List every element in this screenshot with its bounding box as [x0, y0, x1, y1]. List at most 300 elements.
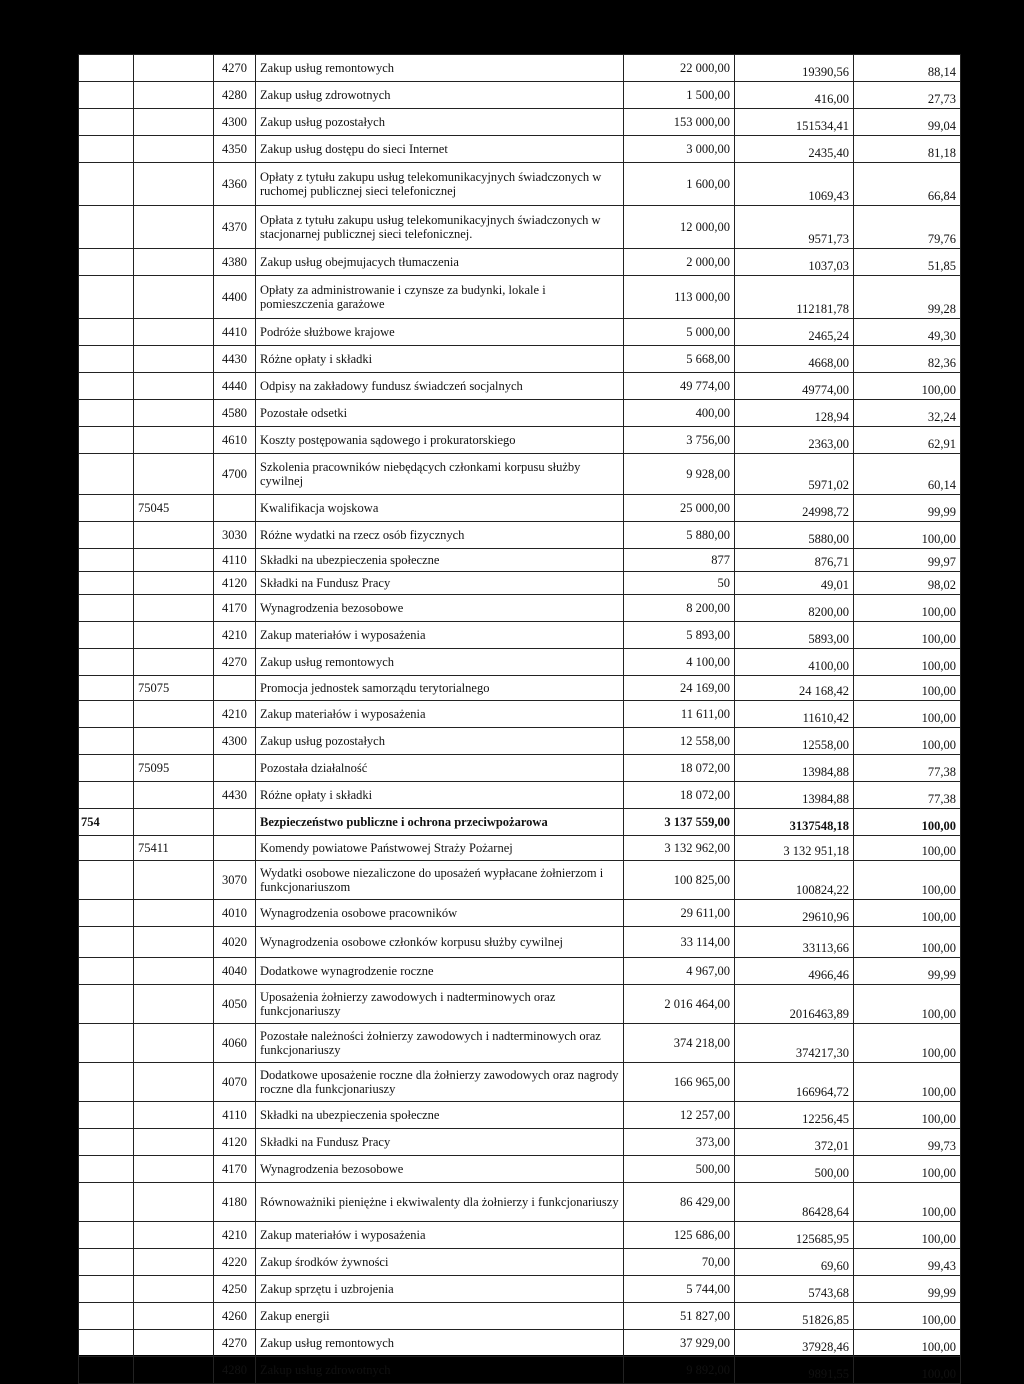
- table-row: [79, 572, 961, 595]
- name-cell: Zakup usług pozostałych: [256, 109, 624, 136]
- rozdzial-cell: [134, 1276, 214, 1303]
- rozdzial-cell: [134, 927, 214, 958]
- percent-cell: 51,85: [854, 249, 961, 276]
- wykonanie-cell: 4100,00: [735, 649, 854, 676]
- paragraf-cell: 4410: [214, 319, 256, 346]
- paragraf-cell: 4270: [214, 55, 256, 82]
- rozdzial-cell: [134, 1129, 214, 1156]
- name-cell: Zakup usług remontowych: [256, 1330, 624, 1357]
- wykonanie-cell: 29610,96: [735, 900, 854, 927]
- table-row: [79, 649, 961, 676]
- name-cell: Różne wydatki na rzecz osób fizycznych: [256, 522, 624, 549]
- paragraf-cell: 4170: [214, 1156, 256, 1183]
- name-cell: Zakup materiałów i wyposażenia: [256, 1222, 624, 1249]
- table-row: [79, 1357, 961, 1384]
- percent-cell: 27,73: [854, 82, 961, 109]
- percent-cell: 100,00: [854, 701, 961, 728]
- rozdzial-cell: [134, 346, 214, 373]
- paragraf-cell: 4070: [214, 1063, 256, 1102]
- paragraf-cell: 4300: [214, 109, 256, 136]
- name-cell: Różne opłaty i składki: [256, 346, 624, 373]
- rozdzial-cell: [134, 1249, 214, 1276]
- paragraf-cell: 4280: [214, 1357, 256, 1384]
- rozdzial-cell: [134, 454, 214, 495]
- paragraf-cell: 4170: [214, 595, 256, 622]
- plan-cell: 2 016 464,00: [624, 985, 735, 1024]
- rozdzial-cell: [134, 782, 214, 809]
- percent-cell: 100,00: [854, 1303, 961, 1330]
- paragraf-cell: 4040: [214, 958, 256, 985]
- table-row: [79, 1063, 961, 1102]
- dzial-cell: [79, 676, 134, 701]
- plan-cell: 9 928,00: [624, 454, 735, 495]
- plan-cell: 12 257,00: [624, 1102, 735, 1129]
- wykonanie-cell: 49,01: [735, 572, 854, 595]
- paragraf-cell: [214, 836, 256, 861]
- wykonanie-cell: 9571,73: [735, 206, 854, 249]
- plan-cell: 18 072,00: [624, 782, 735, 809]
- percent-cell: 100,00: [854, 985, 961, 1024]
- name-cell: Zakup usług obejmujacych tłumaczenia: [256, 249, 624, 276]
- plan-cell: 11 611,00: [624, 701, 735, 728]
- plan-cell: 125 686,00: [624, 1222, 735, 1249]
- name-cell: Opłaty za administrowanie i czynsze za budynki, lokale i pomieszczenia garażowe: [256, 276, 624, 319]
- wykonanie-cell: 372,01: [735, 1129, 854, 1156]
- dzial-cell: [79, 495, 134, 522]
- rozdzial-cell: [134, 109, 214, 136]
- plan-cell: 3 000,00: [624, 136, 735, 163]
- name-cell: Zakup materiałów i wyposażenia: [256, 701, 624, 728]
- rozdzial-cell: 75045: [134, 495, 214, 522]
- dzial-cell: [79, 782, 134, 809]
- paragraf-cell: 4430: [214, 346, 256, 373]
- dzial-cell: [79, 572, 134, 595]
- plan-cell: 5 000,00: [624, 319, 735, 346]
- wykonanie-cell: 5743,68: [735, 1276, 854, 1303]
- name-cell: Komendy powiatowe Państwowej Straży Pożarnej: [256, 836, 624, 861]
- plan-cell: 49 774,00: [624, 373, 735, 400]
- table-row: [79, 276, 961, 319]
- wykonanie-cell: 3137548,18: [735, 809, 854, 836]
- table-row: [79, 400, 961, 427]
- dzial-cell: [79, 1303, 134, 1330]
- rozdzial-cell: [134, 1330, 214, 1357]
- rozdzial-cell: [134, 809, 214, 836]
- percent-cell: 99,99: [854, 1276, 961, 1303]
- plan-cell: 70,00: [624, 1249, 735, 1276]
- percent-cell: 60,14: [854, 454, 961, 495]
- plan-cell: 153 000,00: [624, 109, 735, 136]
- rozdzial-cell: [134, 400, 214, 427]
- name-cell: Uposażenia żołnierzy zawodowych i nadterminowych oraz funkcjonariuszy: [256, 985, 624, 1024]
- rozdzial-cell: [134, 549, 214, 572]
- dzial-cell: [79, 900, 134, 927]
- percent-cell: 99,04: [854, 109, 961, 136]
- rozdzial-cell: [134, 649, 214, 676]
- plan-cell: 12 558,00: [624, 728, 735, 755]
- name-cell: Zakup usług remontowych: [256, 649, 624, 676]
- table-row: [79, 1222, 961, 1249]
- percent-cell: 99,43: [854, 1249, 961, 1276]
- paragraf-cell: 4280: [214, 82, 256, 109]
- table-row: [79, 782, 961, 809]
- paragraf-cell: 4270: [214, 1330, 256, 1357]
- percent-cell: 99,28: [854, 276, 961, 319]
- dzial-cell: [79, 622, 134, 649]
- dzial-cell: [79, 1102, 134, 1129]
- wykonanie-cell: 1069,43: [735, 163, 854, 206]
- percent-cell: 100,00: [854, 1357, 961, 1384]
- plan-cell: 5 668,00: [624, 346, 735, 373]
- paragraf-cell: 4180: [214, 1183, 256, 1222]
- rozdzial-cell: 75095: [134, 755, 214, 782]
- dzial-cell: [79, 427, 134, 454]
- dzial-cell: [79, 927, 134, 958]
- plan-cell: 25 000,00: [624, 495, 735, 522]
- percent-cell: 100,00: [854, 927, 961, 958]
- percent-cell: 100,00: [854, 622, 961, 649]
- table-row: [79, 1330, 961, 1357]
- percent-cell: 100,00: [854, 1183, 961, 1222]
- name-cell: Składki na ubezpieczenia społeczne: [256, 1102, 624, 1129]
- table-row: [79, 319, 961, 346]
- table-row: [79, 1183, 961, 1222]
- plan-cell: 374 218,00: [624, 1024, 735, 1063]
- percent-cell: 98,02: [854, 572, 961, 595]
- plan-cell: 5 893,00: [624, 622, 735, 649]
- wykonanie-cell: 2465,24: [735, 319, 854, 346]
- rozdzial-cell: [134, 276, 214, 319]
- dzial-cell: [79, 755, 134, 782]
- name-cell: Zakup usług pozostałych: [256, 728, 624, 755]
- plan-cell: 86 429,00: [624, 1183, 735, 1222]
- wykonanie-cell: 2016463,89: [735, 985, 854, 1024]
- rozdzial-cell: [134, 1222, 214, 1249]
- percent-cell: 100,00: [854, 595, 961, 622]
- wykonanie-cell: 12256,45: [735, 1102, 854, 1129]
- plan-cell: 29 611,00: [624, 900, 735, 927]
- rozdzial-cell: [134, 55, 214, 82]
- dzial-cell: [79, 206, 134, 249]
- name-cell: Zakup energii: [256, 1303, 624, 1330]
- plan-cell: 50: [624, 572, 735, 595]
- percent-cell: 100,00: [854, 1102, 961, 1129]
- paragraf-cell: 4020: [214, 927, 256, 958]
- rozdzial-cell: [134, 373, 214, 400]
- name-cell: Opłaty z tytułu zakupu usług telekomunikacyjnych świadczonych w ruchomej publicznej sieci telefonicznej: [256, 163, 624, 206]
- percent-cell: 100,00: [854, 809, 961, 836]
- percent-cell: 62,91: [854, 427, 961, 454]
- plan-cell: 877: [624, 549, 735, 572]
- paragraf-cell: 4210: [214, 701, 256, 728]
- table-row: [79, 1249, 961, 1276]
- percent-cell: 99,99: [854, 958, 961, 985]
- table-row: [79, 755, 961, 782]
- rozdzial-cell: [134, 82, 214, 109]
- plan-cell: 22 000,00: [624, 55, 735, 82]
- dzial-cell: [79, 109, 134, 136]
- dzial-cell: [79, 373, 134, 400]
- rozdzial-cell: [134, 249, 214, 276]
- name-cell: Dodatkowe wynagrodzenie roczne: [256, 958, 624, 985]
- dzial-cell: [79, 861, 134, 900]
- wykonanie-cell: 112181,78: [735, 276, 854, 319]
- wykonanie-cell: 49774,00: [735, 373, 854, 400]
- table-row: [79, 1129, 961, 1156]
- percent-cell: 82,36: [854, 346, 961, 373]
- percent-cell: 88,14: [854, 55, 961, 82]
- plan-cell: 500,00: [624, 1156, 735, 1183]
- name-cell: Pozostałe należności żołnierzy zawodowych i nadterminowych oraz funkcjonariuszy: [256, 1024, 624, 1063]
- name-cell: Wydatki osobowe niezaliczone do uposażeń wypłacane żołnierzom i funkcjonariuszom: [256, 861, 624, 900]
- paragraf-cell: 3030: [214, 522, 256, 549]
- table-row: [79, 522, 961, 549]
- paragraf-cell: 4210: [214, 622, 256, 649]
- wykonanie-cell: 416,00: [735, 82, 854, 109]
- plan-cell: 18 072,00: [624, 755, 735, 782]
- table-row: [79, 927, 961, 958]
- table-row: [79, 676, 961, 701]
- paragraf-cell: 4360: [214, 163, 256, 206]
- dzial-cell: [79, 55, 134, 82]
- plan-cell: 9 892,00: [624, 1357, 735, 1384]
- name-cell: Promocja jednostek samorządu terytorialnego: [256, 676, 624, 701]
- dzial-cell: 754: [79, 809, 134, 836]
- paragraf-cell: 4260: [214, 1303, 256, 1330]
- wykonanie-cell: 13984,88: [735, 782, 854, 809]
- table-row: [79, 836, 961, 861]
- dzial-cell: [79, 1183, 134, 1222]
- percent-cell: 32,24: [854, 400, 961, 427]
- name-cell: Kwalifikacja wojskowa: [256, 495, 624, 522]
- paragraf-cell: 4250: [214, 1276, 256, 1303]
- percent-cell: 77,38: [854, 782, 961, 809]
- table-row: [79, 549, 961, 572]
- rozdzial-cell: [134, 1357, 214, 1384]
- paragraf-cell: 4700: [214, 454, 256, 495]
- plan-cell: 51 827,00: [624, 1303, 735, 1330]
- plan-cell: 100 825,00: [624, 861, 735, 900]
- table-row: [79, 136, 961, 163]
- wykonanie-cell: 4966,46: [735, 958, 854, 985]
- dzial-cell: [79, 1063, 134, 1102]
- paragraf-cell: 4300: [214, 728, 256, 755]
- name-cell: Pozostałe odsetki: [256, 400, 624, 427]
- plan-cell: 3 756,00: [624, 427, 735, 454]
- table-row: [79, 1024, 961, 1063]
- wykonanie-cell: 876,71: [735, 549, 854, 572]
- wykonanie-cell: 13984,88: [735, 755, 854, 782]
- plan-cell: 12 000,00: [624, 206, 735, 249]
- table-row: [79, 809, 961, 836]
- dzial-cell: [79, 1276, 134, 1303]
- wykonanie-cell: 86428,64: [735, 1183, 854, 1222]
- plan-cell: 4 967,00: [624, 958, 735, 985]
- plan-cell: 8 200,00: [624, 595, 735, 622]
- rozdzial-cell: [134, 1024, 214, 1063]
- percent-cell: 100,00: [854, 676, 961, 701]
- percent-cell: 100,00: [854, 1024, 961, 1063]
- rozdzial-cell: [134, 958, 214, 985]
- name-cell: Wynagrodzenia osobowe pracowników: [256, 900, 624, 927]
- dzial-cell: [79, 1357, 134, 1384]
- percent-cell: 100,00: [854, 728, 961, 755]
- plan-cell: 5 880,00: [624, 522, 735, 549]
- wykonanie-cell: 5880,00: [735, 522, 854, 549]
- dzial-cell: [79, 249, 134, 276]
- rozdzial-cell: [134, 1063, 214, 1102]
- dzial-cell: [79, 136, 134, 163]
- rozdzial-cell: [134, 1183, 214, 1222]
- wykonanie-cell: 5893,00: [735, 622, 854, 649]
- paragraf-cell: 4610: [214, 427, 256, 454]
- dzial-cell: [79, 346, 134, 373]
- rozdzial-cell: [134, 572, 214, 595]
- wykonanie-cell: 128,94: [735, 400, 854, 427]
- dzial-cell: [79, 958, 134, 985]
- plan-cell: 2 000,00: [624, 249, 735, 276]
- paragraf-cell: 4110: [214, 1102, 256, 1129]
- name-cell: Różne opłaty i składki: [256, 782, 624, 809]
- table-row: [79, 595, 961, 622]
- table-body: [79, 55, 961, 1384]
- name-cell: Dodatkowe uposażenie roczne dla żołnierzy zawodowych oraz nagrody roczne dla funkcjonariuszy: [256, 1063, 624, 1102]
- rozdzial-cell: [134, 701, 214, 728]
- dzial-cell: [79, 82, 134, 109]
- paragraf-cell: [214, 755, 256, 782]
- paragraf-cell: 4050: [214, 985, 256, 1024]
- paragraf-cell: [214, 495, 256, 522]
- name-cell: Wynagrodzenia bezosobowe: [256, 595, 624, 622]
- rozdzial-cell: [134, 319, 214, 346]
- table-row: [79, 109, 961, 136]
- name-cell: Zakup środków żywności: [256, 1249, 624, 1276]
- paragraf-cell: 4120: [214, 1129, 256, 1156]
- percent-cell: 100,00: [854, 373, 961, 400]
- wykonanie-cell: 5971,02: [735, 454, 854, 495]
- name-cell: Zakup materiałów i wyposażenia: [256, 622, 624, 649]
- table-row: [79, 249, 961, 276]
- table-row: [79, 861, 961, 900]
- dzial-cell: [79, 1249, 134, 1276]
- wykonanie-cell: 2363,00: [735, 427, 854, 454]
- wykonanie-cell: 24998,72: [735, 495, 854, 522]
- document-page: [78, 54, 960, 1381]
- wykonanie-cell: 100824,22: [735, 861, 854, 900]
- table-row: [79, 985, 961, 1024]
- paragraf-cell: 4010: [214, 900, 256, 927]
- plan-cell: 33 114,00: [624, 927, 735, 958]
- wykonanie-cell: 500,00: [735, 1156, 854, 1183]
- wykonanie-cell: 166964,72: [735, 1063, 854, 1102]
- wykonanie-cell: 125685,95: [735, 1222, 854, 1249]
- percent-cell: 100,00: [854, 861, 961, 900]
- plan-cell: 166 965,00: [624, 1063, 735, 1102]
- paragraf-cell: 4430: [214, 782, 256, 809]
- percent-cell: 79,76: [854, 206, 961, 249]
- name-cell: Zakup usług dostępu do sieci Internet: [256, 136, 624, 163]
- plan-cell: 1 600,00: [624, 163, 735, 206]
- wykonanie-cell: 2435,40: [735, 136, 854, 163]
- paragraf-cell: 4060: [214, 1024, 256, 1063]
- table-row: [79, 55, 961, 82]
- plan-cell: 5 744,00: [624, 1276, 735, 1303]
- table-row: [79, 958, 961, 985]
- paragraf-cell: 4110: [214, 549, 256, 572]
- paragraf-cell: 4270: [214, 649, 256, 676]
- rozdzial-cell: [134, 728, 214, 755]
- name-cell: Zakup usług zdrowotnych: [256, 1357, 624, 1384]
- table-row: [79, 454, 961, 495]
- paragraf-cell: 4380: [214, 249, 256, 276]
- percent-cell: 49,30: [854, 319, 961, 346]
- name-cell: Składki na ubezpieczenia społeczne: [256, 549, 624, 572]
- rozdzial-cell: [134, 622, 214, 649]
- table-row: [79, 1276, 961, 1303]
- rozdzial-cell: [134, 206, 214, 249]
- plan-cell: 3 137 559,00: [624, 809, 735, 836]
- dzial-cell: [79, 701, 134, 728]
- dzial-cell: [79, 1024, 134, 1063]
- paragraf-cell: 4440: [214, 373, 256, 400]
- wykonanie-cell: 19390,56: [735, 55, 854, 82]
- table-row: [79, 622, 961, 649]
- plan-cell: 3 132 962,00: [624, 836, 735, 861]
- wykonanie-cell: 69,60: [735, 1249, 854, 1276]
- dzial-cell: [79, 454, 134, 495]
- percent-cell: 100,00: [854, 522, 961, 549]
- percent-cell: 66,84: [854, 163, 961, 206]
- table-row: [79, 163, 961, 206]
- plan-cell: 1 500,00: [624, 82, 735, 109]
- table-row: [79, 1156, 961, 1183]
- table-row: [79, 1303, 961, 1330]
- wykonanie-cell: 24 168,42: [735, 676, 854, 701]
- table-row: [79, 373, 961, 400]
- table-row: [79, 1102, 961, 1129]
- rozdzial-cell: [134, 595, 214, 622]
- percent-cell: 99,99: [854, 495, 961, 522]
- dzial-cell: [79, 836, 134, 861]
- dzial-cell: [79, 1222, 134, 1249]
- rozdzial-cell: [134, 1102, 214, 1129]
- plan-cell: 373,00: [624, 1129, 735, 1156]
- table-row: [79, 206, 961, 249]
- name-cell: Zakup sprzętu i uzbrojenia: [256, 1276, 624, 1303]
- dzial-cell: [79, 400, 134, 427]
- wykonanie-cell: 374217,30: [735, 1024, 854, 1063]
- percent-cell: 100,00: [854, 1063, 961, 1102]
- dzial-cell: [79, 1156, 134, 1183]
- wykonanie-cell: 51826,85: [735, 1303, 854, 1330]
- name-cell: Pozostała działalność: [256, 755, 624, 782]
- rozdzial-cell: 75075: [134, 676, 214, 701]
- wykonanie-cell: 1037,03: [735, 249, 854, 276]
- table-row: [79, 495, 961, 522]
- rozdzial-cell: [134, 1303, 214, 1330]
- name-cell: Opłata z tytułu zakupu usług telekomunikacyjnych świadczonych w stacjonarnej publicznej sieci telefonicznej.: [256, 206, 624, 249]
- table-row: [79, 728, 961, 755]
- rozdzial-cell: [134, 1156, 214, 1183]
- paragraf-cell: 3070: [214, 861, 256, 900]
- wykonanie-cell: 4668,00: [735, 346, 854, 373]
- table-row: [79, 701, 961, 728]
- wykonanie-cell: 37928,46: [735, 1330, 854, 1357]
- paragraf-cell: 4120: [214, 572, 256, 595]
- plan-cell: 24 169,00: [624, 676, 735, 701]
- percent-cell: 77,38: [854, 755, 961, 782]
- plan-cell: 37 929,00: [624, 1330, 735, 1357]
